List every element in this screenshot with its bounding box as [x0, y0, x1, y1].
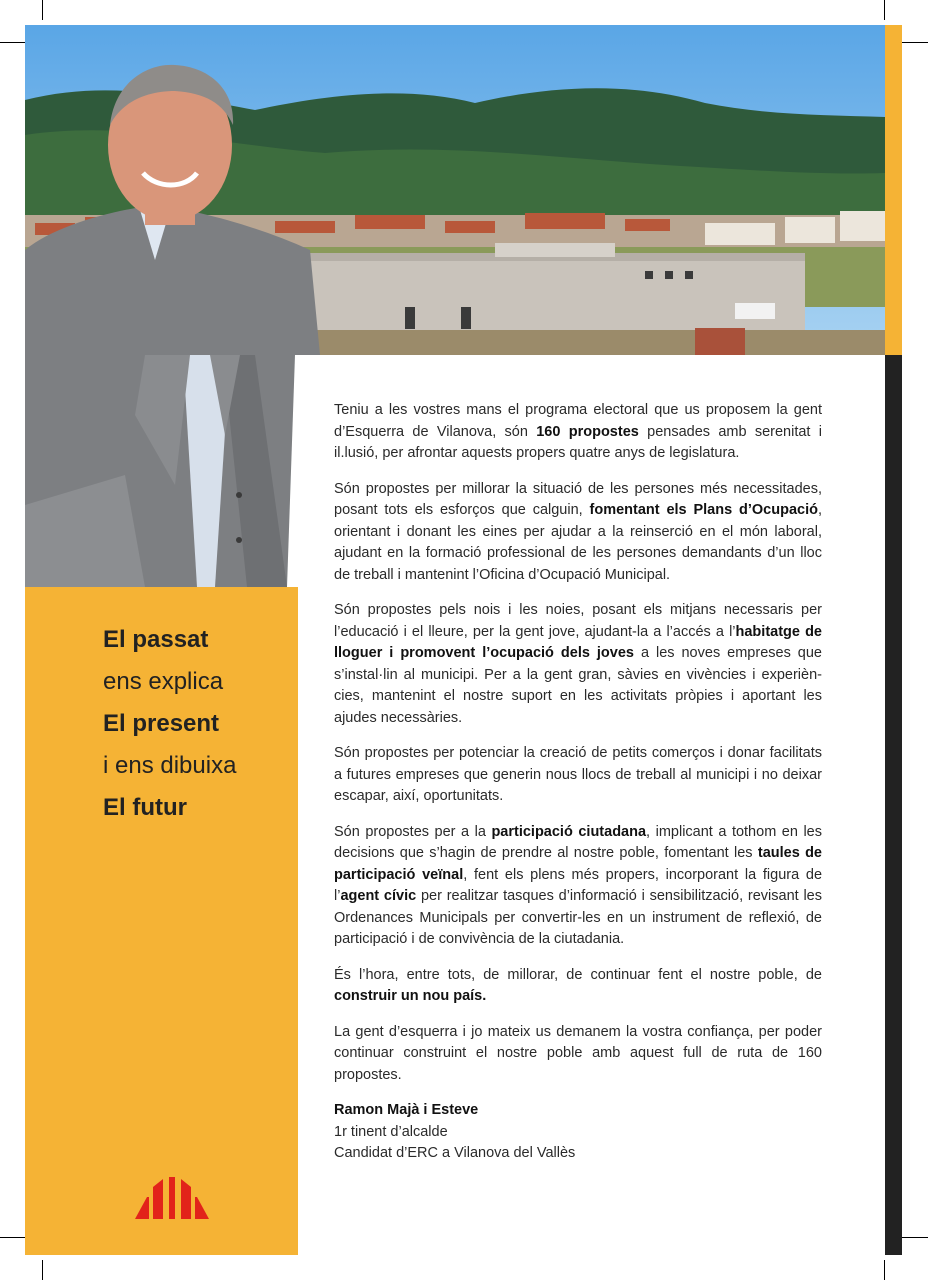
signature	[334, 1100, 822, 1165]
letter-body	[334, 400, 822, 1165]
slogan-line: El passat	[103, 626, 209, 653]
slogan-panel	[25, 587, 298, 1255]
signature-candidacy: Candidat d’ERC a Vilanova del Vallès	[334, 1145, 576, 1161]
paragraph: Són propostes pels nois i les noies, posant els mitjans necessaris per l’educació i el lleure, per la gent jove, ajudant-la a l’accés a l’habitatge de lloguer i promovent l’ocupació dels joves a les noves empreses que s’instal·lin al municipi. Per a la gent gran, sàvies en vivències i experiències, mantenint el nostre suport en les activitats pròpies i aportant les ajudes necessàries.	[334, 602, 822, 726]
crop-mark	[884, 0, 885, 20]
paragraph: La gent d’esquerra i jo mateix us demanem la vostra confiança, per poder continuar construint el nostre poble amb aquest full de ruta de 160 propostes.	[334, 1023, 822, 1083]
slogan-line: ens explica	[103, 668, 224, 695]
erc-logo	[135, 1177, 209, 1226]
slogan-line: El futur	[103, 794, 187, 821]
slogan	[103, 619, 293, 829]
accent-strip-yellow	[885, 25, 902, 355]
candidate-portrait-lower	[25, 355, 320, 587]
accent-strip-dark	[885, 355, 902, 1255]
signature-name: Ramon Majà i Esteve	[334, 1102, 479, 1118]
slogan-line: i ens dibuixa	[103, 752, 237, 779]
hero-photo	[25, 25, 885, 355]
crop-mark	[42, 1260, 43, 1280]
paragraph: Teniu a les vostres mans el programa electoral que us proposem la gent d’Esquerra de Vilanova, són 160 propostes pensades amb serenitat i il.lusió, per afrontar aquests propers quatre anys de legislatura.	[334, 402, 822, 461]
erc-flag-bars-icon	[135, 1177, 209, 1221]
slogan-line: El present	[103, 710, 220, 737]
paragraph: Són propostes per millorar la situació de les persones més necessitades, posant tots els esforços que calguin, fomentant els Plans d’Ocupació, orientant i donant les eines per ajudar a la reinserció en el món laboral, ajudant en la formació professional de les persones demandants d’un lloc de treball i mantenint l’Oficina d’Ocupació Municipal.	[334, 480, 822, 583]
crop-mark	[898, 1237, 928, 1238]
paragraph: Són propostes per potenciar la creació de petits comerços i donar facilitats a futures empreses que generin nous llocs de treball al municipi i no deixar escapar, així, oportunitats.	[334, 745, 822, 804]
crop-mark	[884, 1260, 885, 1280]
paragraph: És l’hora, entre tots, de millorar, de continuar fent el nostre poble, de construir un nou país.	[334, 966, 822, 1004]
signature-role: 1r tinent d’alcalde	[334, 1123, 448, 1140]
crop-mark	[898, 42, 928, 43]
paragraph: Són propostes per a la participació ciutadana, implicant a tothom en les decisions que s’hagin de prendre al nostre poble, fomentant les taules de participació veïnal, fent els plens més propers, incorporant la figura de l’agent cívic per realitzar tasques d’informació i sensibilització, revisant les Ordenances Municipals per convertir-les en un instrument de reflexió, de participació i de convivència de la ciutadania.	[334, 823, 823, 947]
crop-mark	[42, 0, 43, 20]
